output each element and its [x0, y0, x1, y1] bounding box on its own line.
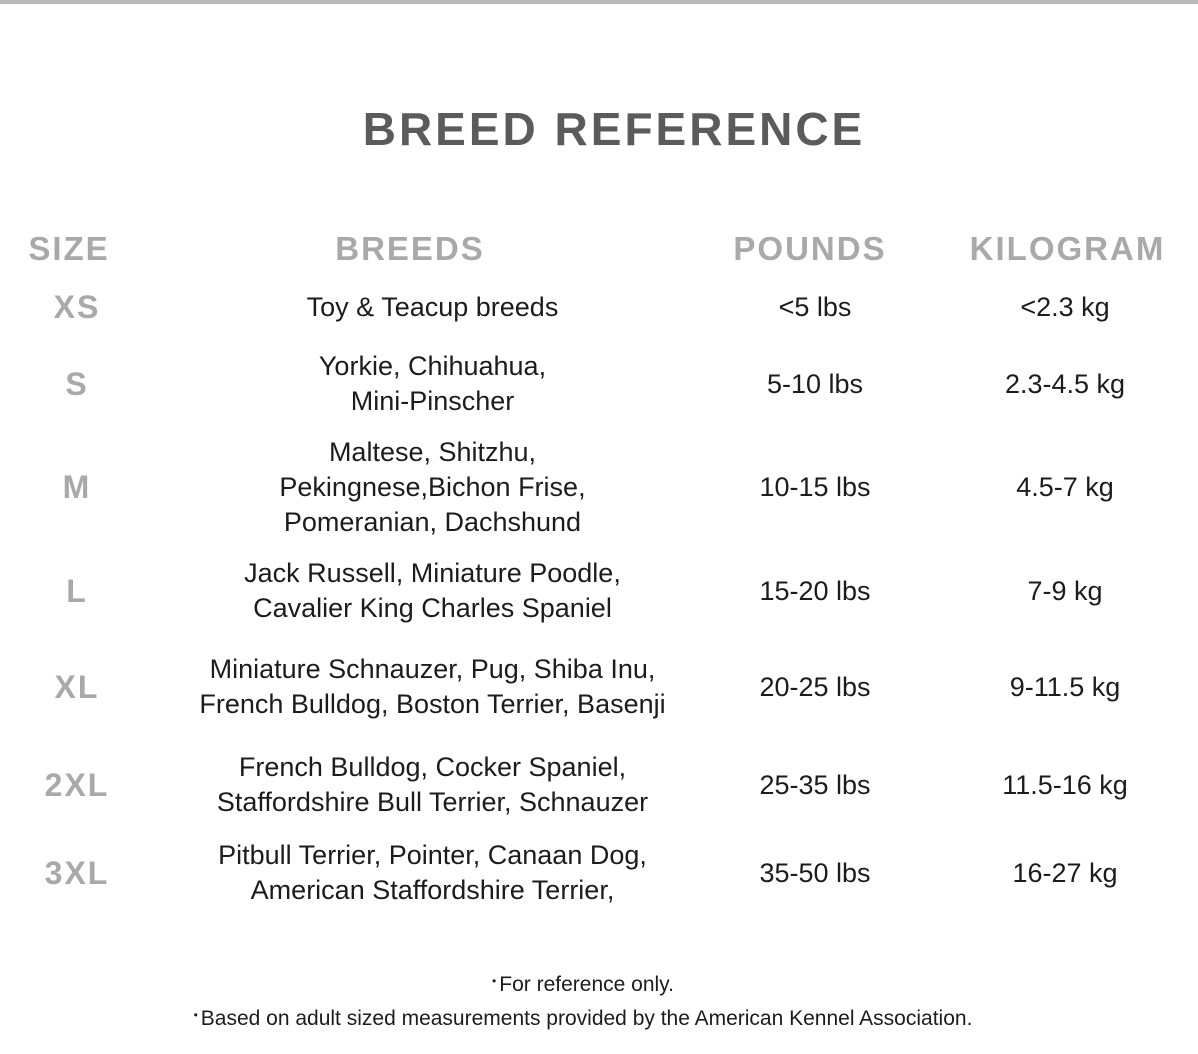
breeds-cell [160, 649, 705, 725]
breed-line: Staffordshire Bull Terrier, Schnauzer [216, 787, 649, 817]
breed-line: French Bulldog, Cocker Spaniel, [238, 752, 627, 782]
size-label: XS [53, 288, 101, 325]
size-label: M [62, 468, 92, 505]
table-row [0, 346, 1198, 422]
page-title: BREED REFERENCE [362, 103, 866, 155]
breed-line: French Bulldog, Boston Terrier, Basenji [199, 689, 666, 719]
pounds-cell: 20-25 lbs [759, 671, 871, 702]
kilogram-cell: <2.3 kg [1020, 291, 1110, 322]
breed-line: Pekingnese,Bichon Frise, [279, 471, 586, 502]
table-row [0, 649, 1198, 725]
size-label: 3XL [44, 854, 110, 891]
breed-line: Maltese, Shitzhu, [328, 436, 537, 467]
top-divider [0, 0, 1198, 4]
footnote-text: For reference only. [499, 973, 674, 996]
size-label: L [66, 572, 88, 609]
kilogram-cell: 11.5-16 kg [1002, 769, 1128, 800]
breeds-cell [160, 434, 705, 540]
pounds-cell: 35-50 lbs [759, 857, 871, 888]
pounds-cell: <5 lbs [778, 291, 852, 322]
table-row [0, 282, 1198, 332]
pounds-cell: 25-35 lbs [759, 769, 871, 800]
breed-line: Miniature Schnauzer, Pug, Shiba Inu, [209, 654, 656, 684]
breeds-cell [160, 747, 705, 823]
header-size: SIZE [28, 230, 110, 267]
breed-line: Pomeranian, Dachshund [283, 506, 582, 537]
pounds-cell: 5-10 lbs [766, 368, 864, 399]
size-label: XL [54, 668, 100, 705]
kilogram-cell: 2.3-4.5 kg [1004, 368, 1126, 399]
kilogram-cell: 16-27 kg [1012, 857, 1118, 888]
kilogram-cell: 9-11.5 kg [1009, 671, 1121, 702]
bullet-icon: • [492, 974, 497, 988]
header-pounds: POUNDS [733, 230, 887, 267]
kilogram-cell: 7-9 kg [1027, 575, 1103, 606]
footnotes [0, 966, 1166, 1034]
table-row [0, 434, 1198, 540]
header-breeds: BREEDS [335, 230, 485, 267]
table-row [0, 835, 1198, 911]
size-label: S [65, 365, 89, 402]
breed-line: Mini-Pinscher [350, 386, 515, 416]
breed-line: Jack Russell, Miniature Poodle, [244, 558, 621, 588]
size-label: 2XL [44, 766, 110, 803]
pounds-cell: 10-15 lbs [759, 471, 871, 502]
breed-line: Pitbull Terrier, Pointer, Canaan Dog, [218, 840, 647, 870]
breeds-cell [160, 553, 705, 629]
breeds-cell [160, 282, 705, 332]
table-row [0, 747, 1198, 823]
breed-line: Cavalier King Charles Spaniel [253, 593, 612, 623]
breed-line: American Staffordshire Terrier, [250, 875, 615, 905]
header-kilogram: KILOGRAM [969, 230, 1166, 267]
pounds-cell: 15-20 lbs [759, 575, 871, 606]
footnote-reference [0, 966, 1166, 1000]
bullet-icon: • [193, 1008, 198, 1022]
footnote-text: Based on adult sized measurements provided by the American Kennel Association. [200, 1007, 973, 1030]
table-row [0, 553, 1198, 629]
breeds-cell [160, 346, 705, 422]
kilogram-cell: 4.5-7 kg [1016, 471, 1114, 502]
breed-line: Yorkie, Chihuahua, [318, 351, 547, 381]
breeds-cell [160, 835, 705, 911]
footnote-source [0, 1000, 1166, 1034]
breed-line: Toy & Teacup breeds [306, 291, 559, 322]
